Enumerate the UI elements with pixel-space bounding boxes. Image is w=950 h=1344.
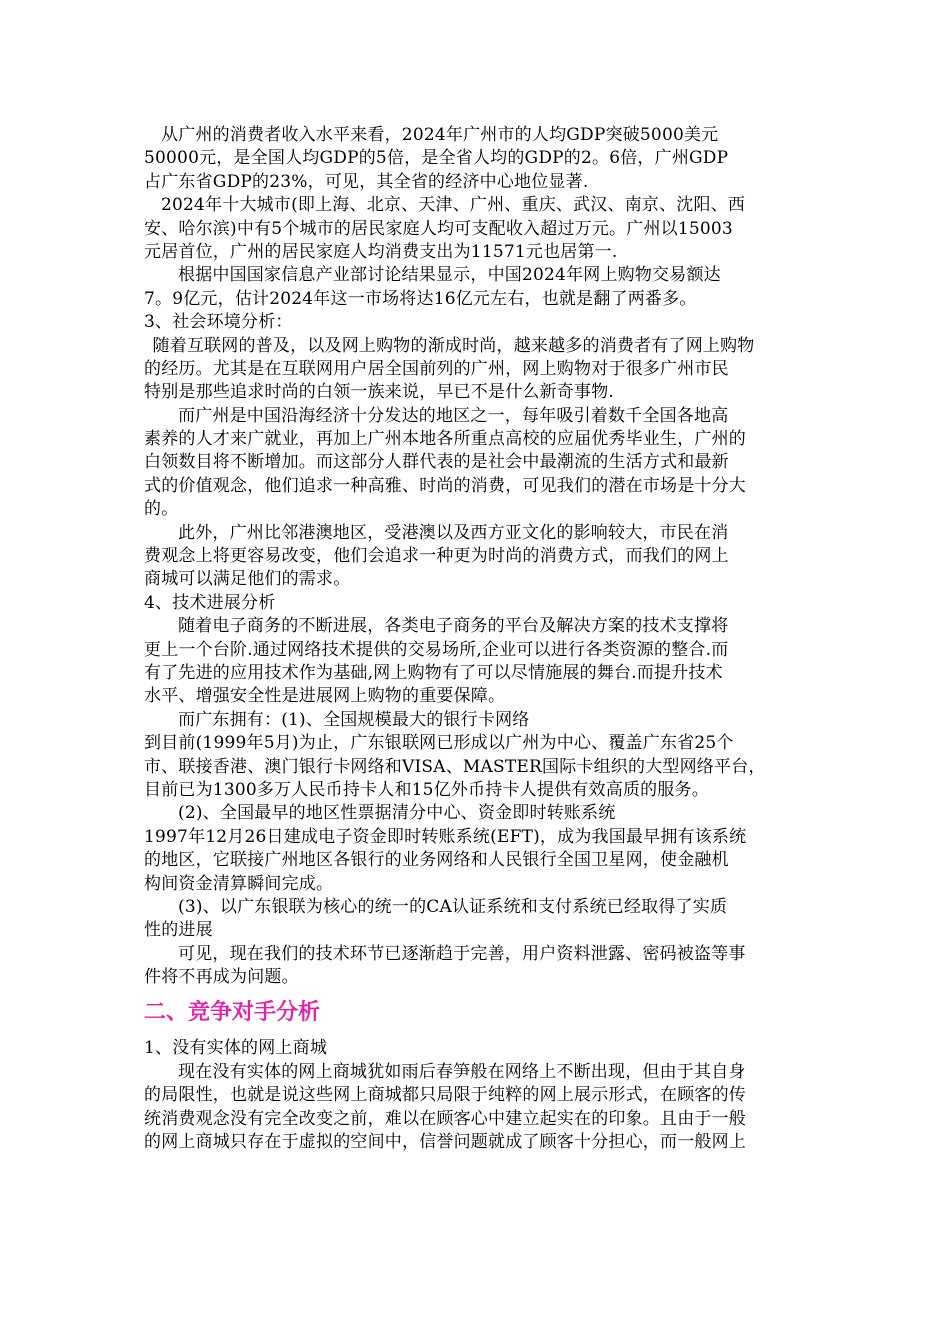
paragraph-line: 随着电子商务的不断进展，各类电子商务的平台及解决方案的技术支撑将: [178, 616, 729, 637]
paragraph-line: 统消费观念没有完全改变之前，难以在顾客心中建立起实在的印象。且由于一般: [144, 1108, 746, 1129]
section-heading: 二、竞争对手分析: [144, 1000, 321, 1026]
paragraph-line: 构间资金清算瞬间完成。: [144, 873, 334, 894]
paragraph-line: 的网上商城只存在于虚拟的空间中，信誉问题就成了顾客十分担心，而一般网上: [144, 1132, 746, 1153]
paragraph-line: 性的进展: [144, 920, 213, 941]
paragraph-line: 素养的人才来广就业，再加上广州本地各所重点高校的应届优秀毕业生，广州的: [144, 429, 746, 450]
paragraph-line: 从广州的消费者收入水平来看，2024年广州市的人均GDP突破5000美元: [161, 125, 719, 145]
paragraph-line: 商城可以满足他们的需求。: [144, 569, 351, 590]
document-page: [144, 124, 808, 1154]
paragraph-line: 随着互联网的普及，以及网上购物的渐成时尚，越来越多的消费者有了网上购物: [152, 335, 755, 356]
paragraph-line: 特别是那些追求时尚的白领一族来说，早已不是什么新奇事物.: [144, 382, 615, 403]
paragraph-line: 市、联接香港、澳门银行卡网络和VISA、MASTER国际卡组织的大型网络平台，: [144, 756, 766, 777]
paragraph-line: 可见，现在我们的技术环节已逐渐趋于完善，用户资料泄露、密码被盗等事: [178, 943, 746, 964]
paragraph-line: 安、哈尔滨)中有5个城市的居民家庭人均可支配收入超过万元。广州以15003: [144, 218, 733, 239]
paragraph-line: 50000元，是全国人均GDP的5倍，是全省人均的GDP的2。6倍，广州GDP: [144, 148, 729, 169]
paragraph-line: 4、技术进展分析: [144, 592, 276, 613]
paragraph-line: 此外，广州比邻港澳地区，受港澳以及西方亚文化的影响较大，市民在消: [178, 522, 729, 543]
paragraph-line: 而广东拥有：(1)、全国规模最大的银行卡网络: [178, 709, 530, 730]
paragraph-line: 1、没有实体的网上商城: [144, 1038, 328, 1059]
paragraph-line: 水平、增强安全性是进展网上购物的重要保障。: [144, 686, 506, 707]
paragraph-line: 费观念上将更容易改变，他们会追求一种更为时尚的消费方式，而我们的网上: [144, 546, 729, 567]
paragraph-line: 到目前(1999年5月)为止，广东银联网已形成以广州为中心、覆盖广东省25个: [144, 733, 734, 754]
paragraph-line: 有了先进的应用技术作为基础,网上购物有了可以尽情施展的舞台.而提升技术: [144, 662, 723, 683]
paragraph-line: (3)、以广东银联为核心的统一的CA认证系统和支付系统已经取得了实质: [178, 896, 728, 917]
paragraph-line: 目前已为1300多万人民币持卡人和15亿外币持卡人提供有效高质的服务。: [144, 779, 709, 800]
paragraph-line: 元居首位，广州的居民家庭人均消费支出为11571元也居第一.: [144, 241, 618, 262]
paragraph-line: (2)、全国最早的地区性票据清分中心、资金即时转账系统: [178, 803, 616, 824]
paragraph-line: 7。9亿元，估计2024年这一市场将达16亿元左右，也就是翻了两番多。: [144, 288, 697, 309]
paragraph-line: 2024年十大城市(即上海、北京、天津、广州、重庆、武汉、南京、沈阳、西: [161, 195, 746, 216]
paragraph-line: 的地区，它联接广州地区各银行的业务网络和人民银行全国卫星网，使金融机: [144, 850, 729, 871]
paragraph-line: 根据中国国家信息产业部讨论结果显示，中国2024年网上购物交易额达: [178, 265, 721, 286]
paragraph-line: 占广东省GDP的23%，可见，其全省的经济中心地位显著.: [144, 171, 589, 192]
paragraph-line: 的经历。尤其是在互联网用户居全国前列的广州，网上购物对于很多广州市民: [144, 358, 729, 379]
paragraph-line: 1997年12月26日建成电子资金即时转账系统(EFT)，成为我国最早拥有该系统: [144, 826, 747, 847]
paragraph-line: 件将不再成为问题。: [144, 967, 299, 988]
paragraph-line: 的。: [144, 499, 179, 520]
paragraph-line: 白领数目将不断增加。而这部分人群代表的是社会中最潮流的生活方式和最新: [144, 452, 729, 473]
paragraph-line: 的局限性，也就是说这些网上商城都只局限于纯粹的网上展示形式，在顾客的传: [144, 1085, 746, 1106]
paragraph-line: 而广州是中国沿海经济十分发达的地区之一，每年吸引着数千全国各地高: [178, 405, 729, 426]
paragraph-line: 现在没有实体的网上商城犹如雨后春笋般在网络上不断出现，但由于其自身: [178, 1061, 746, 1082]
paragraph-line: 式的价值观念，他们追求一种高雅、时尚的消费，可见我们的潜在市场是十分大: [144, 475, 746, 496]
paragraph-line: 3、社会环境分析：: [144, 312, 293, 333]
paragraph-line: 更上一个台阶.通过网络技术提供的交易场所,企业可以进行各类资源的整合.而: [144, 639, 729, 660]
